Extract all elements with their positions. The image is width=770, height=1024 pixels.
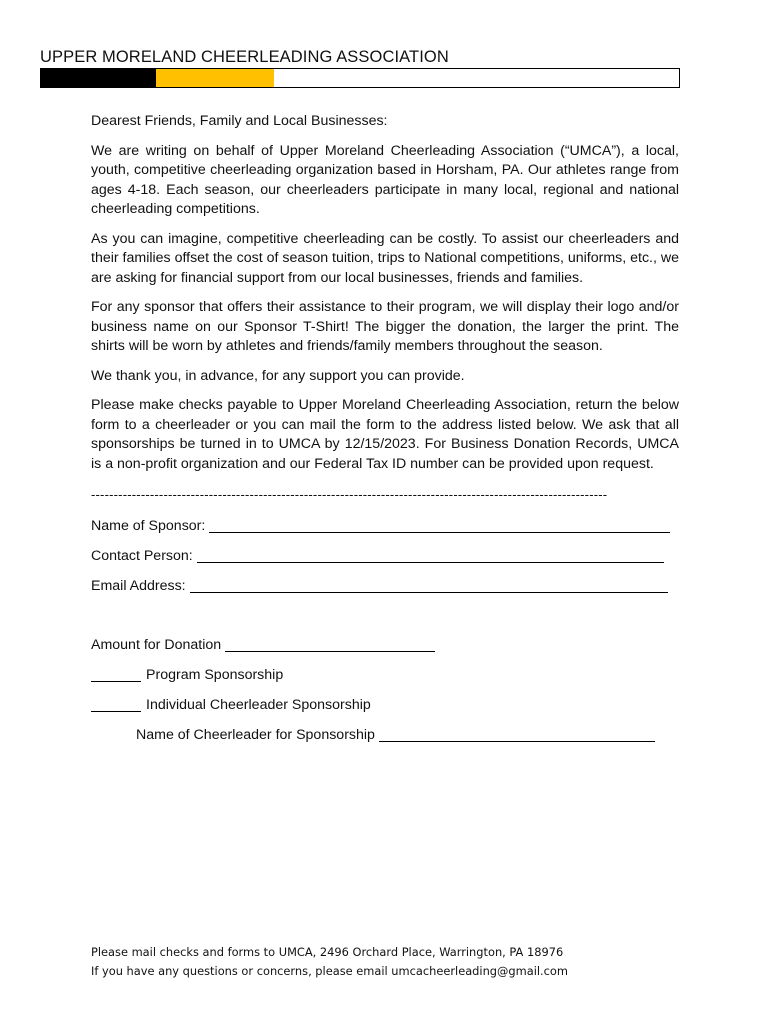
paragraph-instructions: Please make checks payable to Upper Moreland Cheerleading Association, return the below form to a cheerleader or you can mail the form to the address listed below. We ask that all sponsorships be turned in to UMCA by 12/15/2023. For Business Donation Records, UMCA is a non-profit organization and our Federal Tax ID number can be provided upon request. (91, 397, 679, 472)
color-bar-gold-segment (156, 69, 274, 87)
cheerleader-name-label: Name of Cheerleader for Sponsorship (136, 726, 375, 743)
footer-contact-email: If you have any questions or concerns, please email umcacheerleading@gmail.com (91, 964, 568, 978)
sponsor-name-field[interactable] (209, 518, 670, 533)
program-sponsorship-label: Program Sponsorship (146, 666, 284, 683)
cheerleader-name-row (91, 725, 679, 745)
program-sponsorship-checkline[interactable] (91, 667, 141, 682)
paragraph-introduction: We are writing on behalf of Upper Moreland Cheerleading Association (“UMCA”), a local, youth, competitive cheerleading organization based in Horsham, PA. Our athletes range from ages 4-18. Each season, our cheerleaders participate in many local, regional and national cheerleading competitions. (91, 142, 679, 217)
form-spacer (91, 606, 679, 635)
paragraph-thanks: We thank you, in advance, for any support you can provide. (91, 367, 465, 384)
footer-mail-address: Please mail checks and forms to UMCA, 2496 Orchard Place, Warrington, PA 18976 (91, 945, 564, 959)
individual-sponsorship-row (91, 695, 679, 715)
email-row (91, 576, 679, 596)
salutation: Dearest Friends, Family and Local Businesses: (91, 113, 388, 129)
donation-amount-row (91, 635, 679, 655)
contact-person-field[interactable] (197, 548, 664, 563)
contact-person-label: Contact Person: (91, 547, 193, 564)
cheerleader-name-field[interactable] (379, 727, 655, 742)
email-label: Email Address: (91, 577, 186, 594)
organization-title: UPPER MORELAND CHEERLEADING ASSOCIATION (40, 48, 449, 66)
donation-amount-label: Amount for Donation (91, 636, 222, 653)
donation-amount-field[interactable] (225, 637, 435, 652)
email-field[interactable] (190, 578, 668, 593)
program-sponsorship-row (91, 665, 679, 685)
sponsor-name-row (91, 516, 679, 536)
color-bar-black-segment (41, 69, 156, 87)
letter-body (91, 112, 679, 755)
contact-person-row (91, 546, 679, 566)
individual-sponsorship-label: Individual Cheerleader Sponsorship (146, 696, 371, 713)
paragraph-sponsor-shirt: For any sponsor that offers their assistance to their program, we will display their logo and/or business name on our Sponsor T-Shirt! The bigger the donation, the larger the print. The shirts will be worn by athletes and friends/family members throughout the season. (91, 299, 679, 354)
sponsorship-form (91, 516, 679, 745)
cut-line-divider: ------------------------------------------------------------------------------------------------------------------ (91, 488, 608, 502)
color-bar-white-segment (274, 69, 679, 87)
paragraph-costs: As you can imagine, competitive cheerleading can be costly. To assist our cheerleaders and their families offset the cost of season tuition, trips to National competitions, uniforms, etc., we are asking for financial support from our local businesses, friends and families. (91, 230, 680, 286)
sponsor-name-label: Name of Sponsor: (91, 517, 206, 534)
header-color-bar (40, 68, 680, 88)
footer (91, 943, 568, 981)
individual-sponsorship-checkline[interactable] (91, 697, 141, 712)
